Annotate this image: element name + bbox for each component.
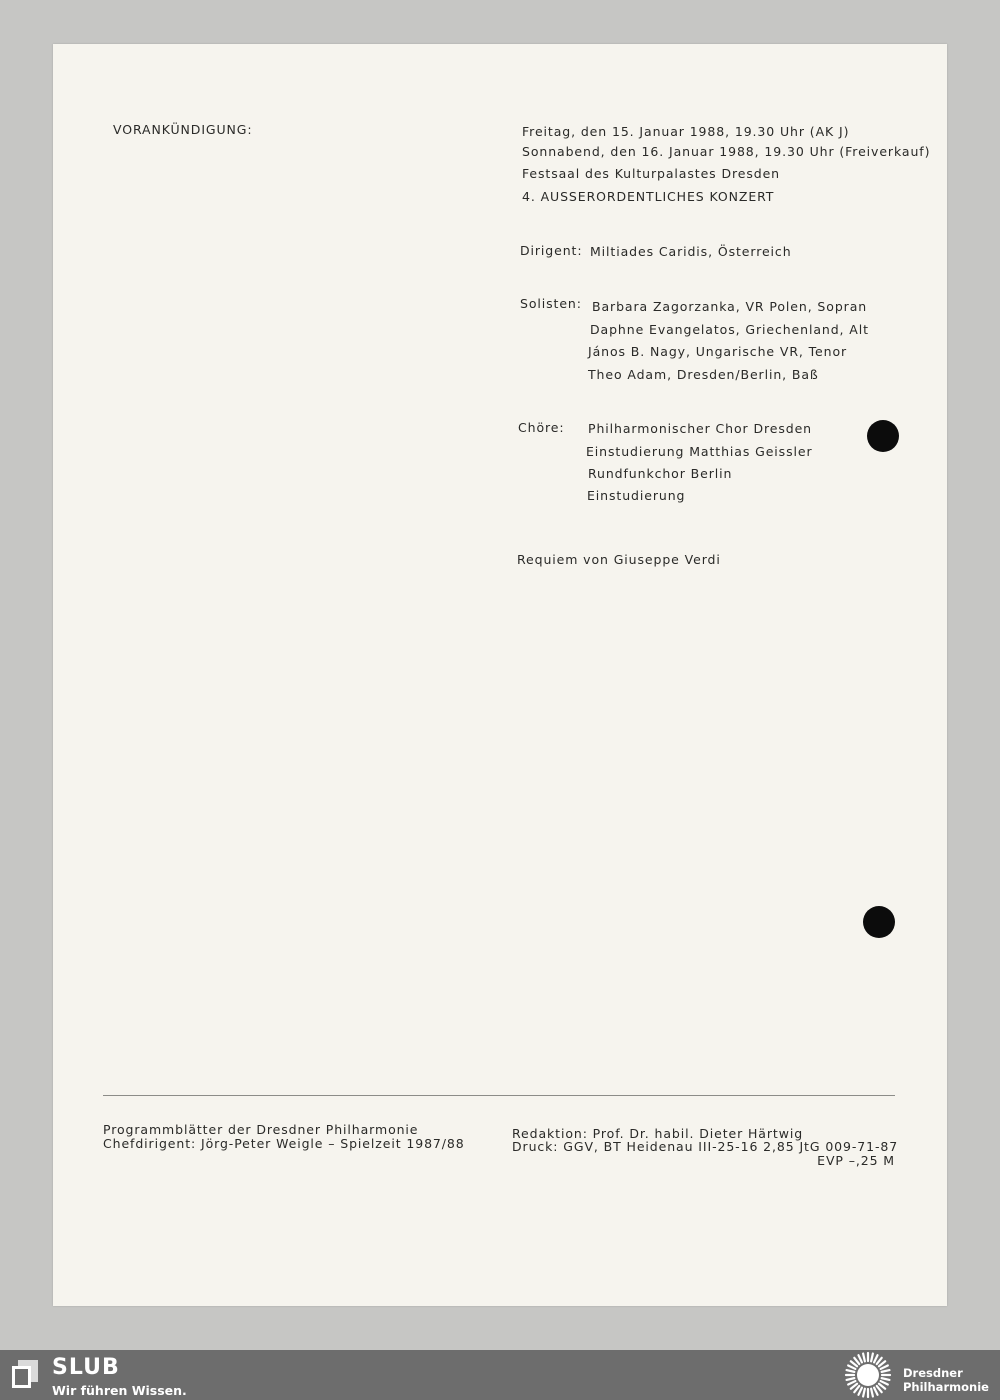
work-title: Requiem von Giuseppe Verdi [517,552,721,567]
slub-name: SLUB [52,1355,120,1380]
punch-hole [867,420,899,452]
imprint-publisher: Programmblätter der Dresdner Philharmonie [103,1122,419,1137]
concert-date-friday: Freitag, den 15. Januar 1988, 19.30 Uhr (AK J) [522,124,850,139]
concert-venue: Festsaal des Kulturpalastes Dresden [522,166,780,181]
choir-line: Rundfunkchor Berlin [588,466,733,481]
program-sheet [53,44,947,1306]
choirs-label: Chöre: [518,420,565,435]
philharmonie-logo-icon [842,1351,894,1399]
punch-hole [863,906,895,938]
choir-line: Einstudierung [587,488,686,503]
soloists-label: Solisten: [520,296,582,311]
conductor-label: Dirigent: [520,243,583,258]
slub-tagline: Wir führen Wissen. [52,1383,187,1398]
choir-line: Einstudierung Matthias Geissler [586,444,813,459]
soloist-line: Daphne Evangelatos, Griechenland, Alt [590,322,869,337]
soloist-line: Barbara Zagorzanka, VR Polen, Sopran [592,299,868,314]
imprint-price: EVP –,25 M [817,1153,895,1168]
soloist-line: Theo Adam, Dresden/Berlin, Baß [588,367,819,382]
imprint-chief-conductor: Chefdirigent: Jörg-Peter Weigle – Spielzeit 1987/88 [103,1136,465,1151]
choir-line: Philharmonischer Chor Dresden [588,421,812,436]
announcement-heading: VORANKÜNDIGUNG: [113,122,253,137]
conductor-name: Miltiades Caridis, Österreich [590,244,792,259]
slub-logo-icon [12,1360,38,1388]
divider-line [103,1095,895,1096]
imprint-editor: Redaktion: Prof. Dr. habil. Dieter Härtwig [512,1126,804,1141]
concert-title: 4. AUSSERORDENTLICHES KONZERT [522,189,775,204]
soloist-line: János B. Nagy, Ungarische VR, Tenor [588,344,848,359]
viewer-footer-bar [0,1350,1000,1400]
concert-date-saturday: Sonnabend, den 16. Januar 1988, 19.30 Uhr (Freiverkauf) [522,144,931,159]
philharmonie-name-line1: Dresdner [903,1366,963,1380]
imprint-printer: Druck: GGV, BT Heidenau III-25-16 2,85 JtG 009-71-87 [512,1139,899,1154]
philharmonie-name-line2: Philharmonie [903,1380,989,1394]
